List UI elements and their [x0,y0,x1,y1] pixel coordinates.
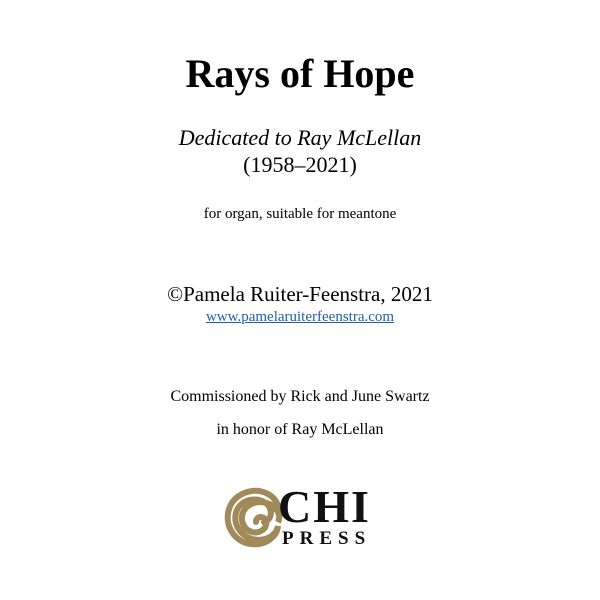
spiral-path [228,491,280,544]
honor-text: in honor of Ray McLellan [216,421,384,438]
copyright-notice: ©Pamela Ruiter-Feenstra, 2021 [167,282,433,306]
commission-text: Commissioned by Rick and June Swartz [170,388,430,405]
page-title: Rays of Hope [185,51,415,96]
dedication-years: (1958–2021) [243,152,357,177]
dedication-text: Dedicated to Ray McLellan [178,125,422,150]
logo-press-text: PRESS [282,528,372,549]
website-link[interactable]: www.pamelaruiterfeenstra.com [205,309,395,325]
logo-chi-text: CHI [278,481,371,532]
website-line [0,307,600,327]
publisher-logo [220,482,385,554]
instrumentation-note: for organ, suitable for meantone [203,206,397,222]
